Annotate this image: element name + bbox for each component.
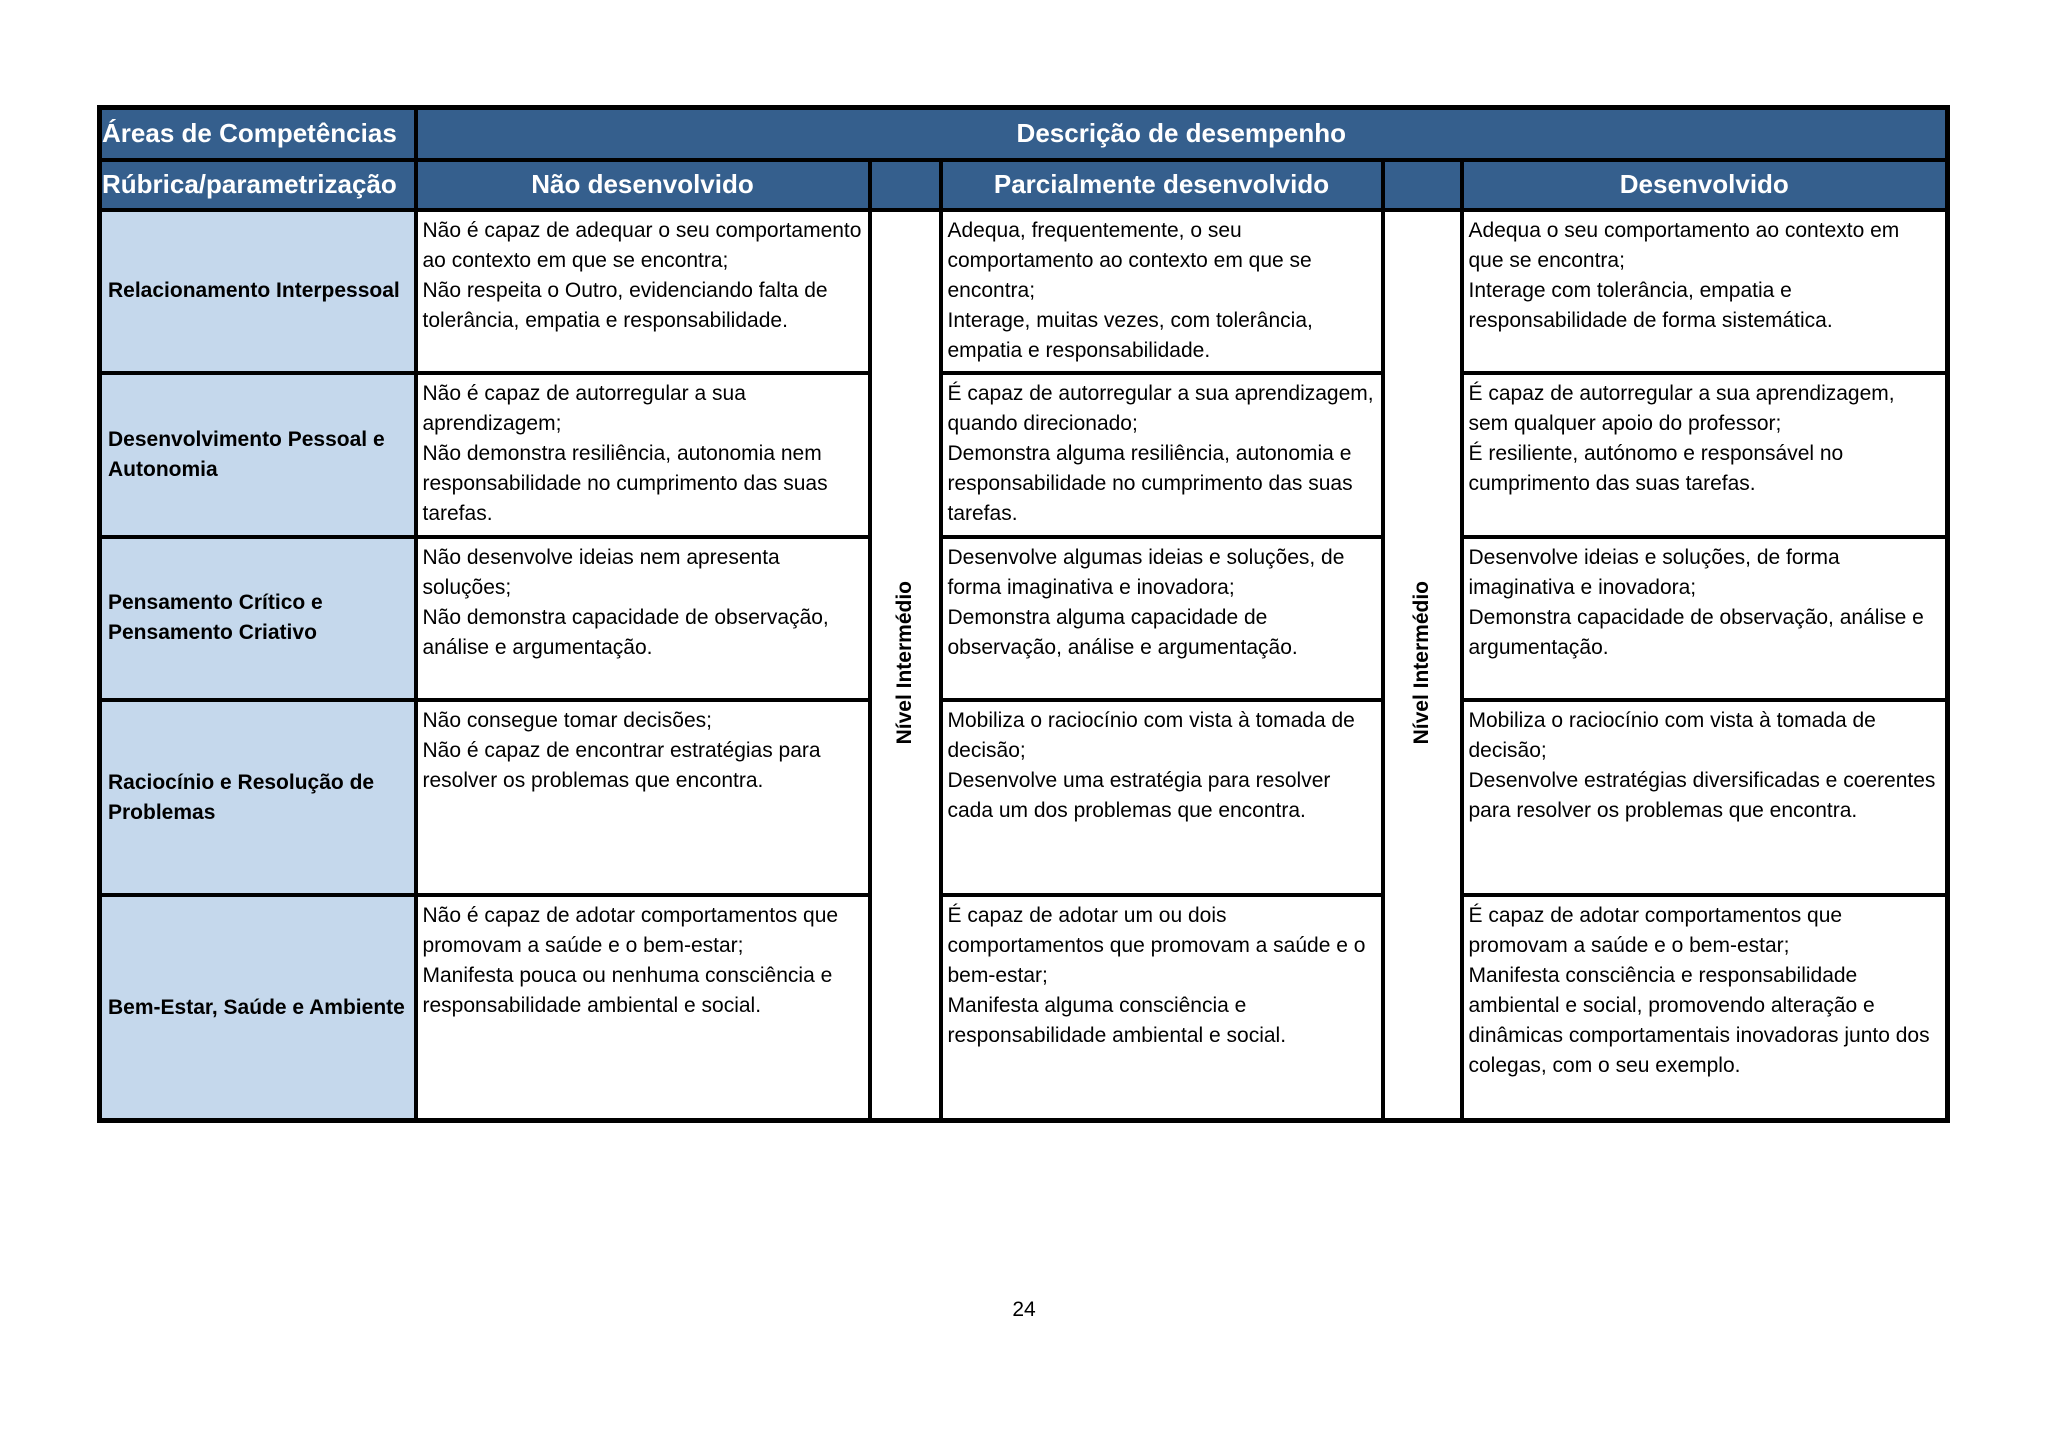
- area-cell: Desenvolvimento Pessoal e Autonomia: [100, 373, 416, 537]
- intermediate-level-label: Nível Intermédio: [893, 580, 916, 745]
- desc-not-developed: Não é capaz de adequar o seu comportamento ao contexto em que se encontra; Não respeita o Outro, evidenciando falta de tolerância, empatia e responsabilidade.: [416, 210, 870, 373]
- desc-developed: Adequa o seu comportamento ao contexto em que se encontra; Interage com tolerância, empatia e responsabilidade de forma sistemática.: [1462, 210, 1948, 373]
- desc-developed: É capaz de autorregular a sua aprendizagem, sem qualquer apoio do professor; É resiliente, autónomo e responsável no cumprimento das suas tarefas.: [1462, 373, 1948, 537]
- area-cell: Relacionamento Interpessoal: [100, 210, 416, 373]
- table-row: [100, 210, 1948, 373]
- area-cell: Pensamento Crítico e Pensamento Criativo: [100, 537, 416, 701]
- intermediate-level-cell-2: [1383, 210, 1462, 1121]
- desc-developed: Mobiliza o raciocínio com vista à tomada de decisão; Desenvolve estratégias diversificadas e coerentes para resolver os problemas que encontra.: [1462, 700, 1948, 895]
- table-row: [100, 895, 1948, 1120]
- description-header: Descrição de desempenho: [416, 108, 1948, 160]
- header-row-top: [100, 108, 1948, 160]
- desc-developed: Desenvolve ideias e soluções, de forma imaginativa e inovadora; Demonstra capacidade de observação, análise e argumentação.: [1462, 537, 1948, 701]
- desc-partially-developed: Adequa, frequentemente, o seu comportamento ao contexto em que se encontra; Interage, muitas vezes, com tolerância, empatia e responsabilidade.: [941, 210, 1383, 373]
- table-row: [100, 537, 1948, 701]
- desc-not-developed: Não é capaz de adotar comportamentos que promovam a saúde e o bem-estar; Manifesta pouca ou nenhuma consciência e responsabilidade ambiental e social.: [416, 895, 870, 1120]
- desc-partially-developed: É capaz de autorregular a sua aprendizagem, quando direcionado; Demonstra alguma resiliência, autonomia e responsabilidade no cumprimento das suas tarefas.: [941, 373, 1383, 537]
- desc-partially-developed: Desenvolve algumas ideias e soluções, de forma imaginativa e inovadora; Demonstra alguma capacidade de observação, análise e argumentação.: [941, 537, 1383, 701]
- rubric-table: [97, 105, 1950, 1123]
- table-row: [100, 700, 1948, 895]
- col-header-partially-developed: Parcialmente desenvolvido: [941, 160, 1383, 210]
- page-number: 24: [1012, 1298, 1036, 1321]
- desc-not-developed: Não consegue tomar decisões; Não é capaz de encontrar estratégias para resolver os problemas que encontra.: [416, 700, 870, 895]
- desc-partially-developed: É capaz de adotar um ou dois comportamentos que promovam a saúde e o bem-estar; Manifesta alguma consciência e responsabilidade ambiental e social.: [941, 895, 1383, 1120]
- col-header-developed: Desenvolvido: [1462, 160, 1948, 210]
- rubric-header: Rúbrica/parametrização: [100, 160, 416, 210]
- desc-not-developed: Não é capaz de autorregular a sua aprendizagem; Não demonstra resiliência, autonomia nem responsabilidade no cumprimento das suas tarefas.: [416, 373, 870, 537]
- col-header-intermediate-2: [1383, 160, 1462, 210]
- intermediate-level-cell-1: [870, 210, 941, 1121]
- table-row: [100, 373, 1948, 537]
- col-header-intermediate-1: [870, 160, 941, 210]
- desc-partially-developed: Mobiliza o raciocínio com vista à tomada de decisão; Desenvolve uma estratégia para resolver cada um dos problemas que encontra.: [941, 700, 1383, 895]
- area-cell: Bem-Estar, Saúde e Ambiente: [100, 895, 416, 1120]
- areas-header: Áreas de Competências: [100, 108, 416, 160]
- intermediate-level-label: Nível Intermédio: [1410, 580, 1433, 745]
- header-row-columns: [100, 160, 1948, 210]
- area-cell: Raciocínio e Resolução de Problemas: [100, 700, 416, 895]
- desc-developed: É capaz de adotar comportamentos que promovam a saúde e o bem-estar; Manifesta consciência e responsabilidade ambiental e social, promovendo alteração e dinâmicas comportamentais inovadoras junto dos colegas, com o seu exemplo.: [1462, 895, 1948, 1120]
- desc-not-developed: Não desenvolve ideias nem apresenta soluções; Não demonstra capacidade de observação, análise e argumentação.: [416, 537, 870, 701]
- col-header-not-developed: Não desenvolvido: [416, 160, 870, 210]
